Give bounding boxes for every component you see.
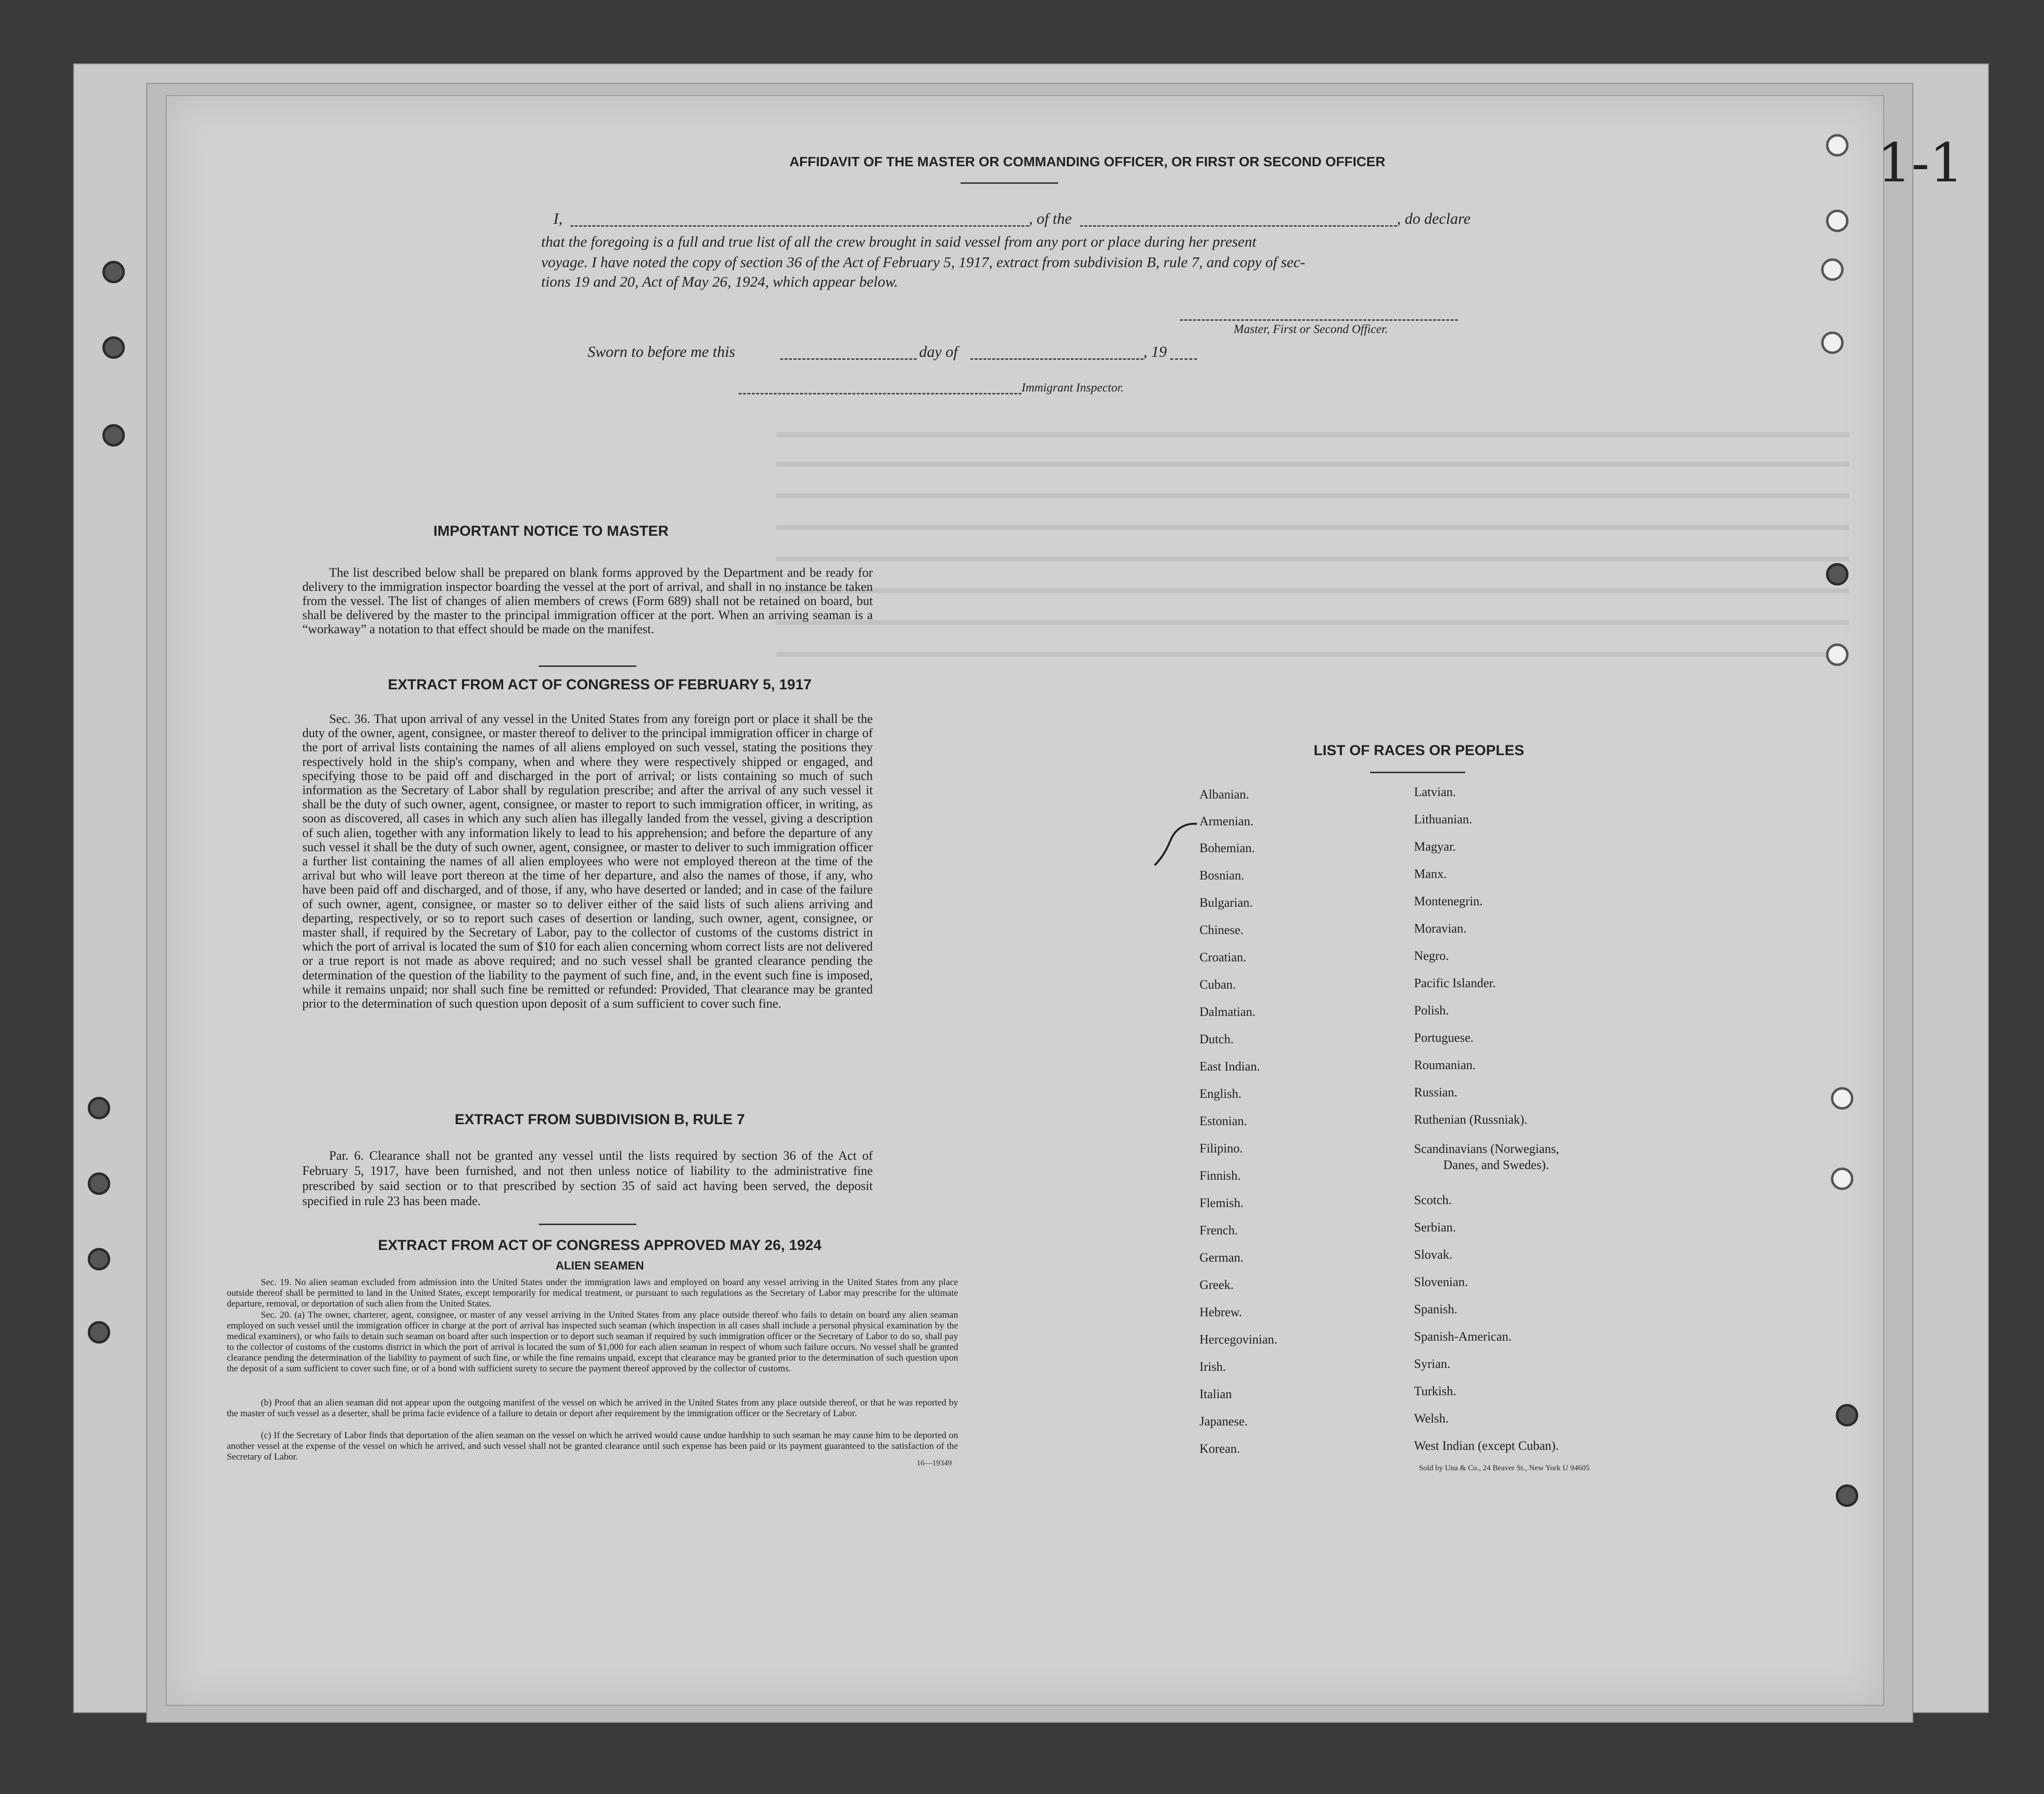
race-item: Scandinavians (Norwegians, — [1414, 1142, 1559, 1156]
inspector-caption: Immigrant Inspector. — [1022, 381, 1124, 394]
race-item: Ruthenian (Russniak). — [1414, 1112, 1528, 1127]
sworn-label: Sworn to before me this — [588, 343, 735, 360]
bleed-through-line — [776, 462, 1849, 467]
race-item: Polish. — [1414, 1003, 1449, 1017]
affidavit-of-the-label: , of the — [1029, 210, 1072, 227]
race-item: Albanian. — [1199, 787, 1249, 801]
race-item: Hercegovinian. — [1199, 1332, 1278, 1346]
race-item: Magyar. — [1414, 839, 1456, 854]
race-item: Manx. — [1414, 867, 1447, 881]
race-item: Bohemian. — [1199, 841, 1255, 855]
race-item: Latvian. — [1414, 785, 1456, 799]
race-item: Montenegrin. — [1414, 894, 1483, 908]
bleed-through-line — [776, 493, 1849, 498]
punch-hole — [1821, 258, 1844, 281]
race-item: Spanish-American. — [1414, 1329, 1512, 1344]
sec-19-text: Sec. 19. No alien seaman excluded from admission into the United States under the immigration laws and employed on board any vessel arriving in the United States from any place outside thereof shall be permitted to land in the United States, except temporarily for medical treatment, or pursuant to such regulations as the Secretary of Labor may prescribe for the ultimate departure, removal, or deportation of such alien from the United States. — [227, 1277, 958, 1309]
punch-hole — [88, 1097, 110, 1119]
bleed-through-line — [776, 588, 1849, 593]
notice-heading: IMPORTANT NOTICE TO MASTER — [433, 523, 669, 539]
races-heading: LIST OF RACES OR PEOPLES — [1314, 742, 1524, 759]
punch-hole — [88, 1321, 110, 1344]
race-item: Chinese. — [1199, 923, 1244, 937]
race-item: Irish. — [1199, 1360, 1226, 1374]
race-item: Slovak. — [1414, 1248, 1453, 1262]
race-item: Japanese. — [1199, 1414, 1248, 1428]
race-item: German. — [1199, 1250, 1244, 1265]
act-1917-heading: EXTRACT FROM ACT OF CONGRESS OF FEBRUARY 5, 1917 — [388, 677, 812, 693]
day-blank — [780, 358, 917, 360]
race-item: Syrian. — [1414, 1357, 1451, 1371]
page-number: 1-1 — [1877, 132, 1964, 194]
punch-hole — [1826, 134, 1848, 156]
affidavit-line-4: tions 19 and 20, Act of May 26, 1924, which appear below. — [541, 273, 898, 290]
race-item: Spanish. — [1414, 1302, 1457, 1316]
race-item: Russian. — [1414, 1085, 1457, 1099]
race-item: Lithuanian. — [1414, 812, 1473, 826]
race-item: Slovenian. — [1414, 1275, 1468, 1289]
act-1924-heading: EXTRACT FROM ACT OF CONGRESS APPROVED MAY 26, 1924 — [378, 1237, 822, 1253]
affidavit-line-2: that the foregoing is a full and true list of all the crew brought in said vessel from any port or place during her present — [541, 233, 1257, 250]
race-item: Welsh. — [1414, 1411, 1449, 1425]
race-item: Korean. — [1199, 1442, 1240, 1456]
punch-hole — [102, 261, 125, 283]
race-item: Greek. — [1199, 1278, 1234, 1292]
vessel-blank — [1080, 225, 1397, 227]
race-item: Bulgarian. — [1199, 896, 1253, 910]
divider — [539, 1224, 636, 1225]
race-item: Roumanian. — [1414, 1058, 1476, 1072]
race-item: Croatian. — [1199, 950, 1247, 964]
race-item: English. — [1199, 1087, 1241, 1101]
race-item: Finnish. — [1199, 1169, 1241, 1183]
race-item: Moravian. — [1414, 921, 1467, 936]
punch-hole — [1836, 1484, 1858, 1507]
divider — [1370, 772, 1465, 773]
punch-hole — [1826, 210, 1848, 232]
affidavit-do-declare-label: , do declare — [1397, 210, 1471, 227]
punch-hole — [1826, 563, 1848, 585]
race-item: Dalmatian. — [1199, 1005, 1256, 1019]
divider — [539, 665, 636, 667]
race-item: French. — [1199, 1223, 1238, 1237]
race-item: Portuguese. — [1414, 1031, 1474, 1045]
race-item: Hebrew. — [1199, 1305, 1242, 1319]
notice-text: The list described below shall be prepared on blank forms approved by the Department and be ready for delivery to the immigration inspector boarding the vessel at the port of arrival, and shall in no instance be taken from the vessel. The list of changes of alien members of crews (Form 689) shall not be retained on board, but shall be delivered by the master to the principal immigration officer at the port. When an arriving seaman is a “workaway” a notation to that effect should be made on the manifest. — [302, 566, 873, 636]
act-1924-subheading: ALIEN SEAMEN — [555, 1259, 644, 1272]
bleed-through-line — [776, 525, 1849, 530]
form-number: 16—19349 — [917, 1459, 952, 1467]
bleed-through-line — [776, 557, 1849, 562]
rule-7-text: Par. 6. Clearance shall not be granted any vessel until the lists required by section 36 of the Act of February 5, 1917, have been furnished, and not then unless notice of liability to the administrative fine prescribed by said section or to that prescribed by section 35 of said act having been served, the deposit specified in rule 23 has been made. — [302, 1149, 873, 1208]
race-item-continuation: Danes, and Swedes). — [1443, 1158, 1549, 1172]
month-blank — [970, 358, 1143, 360]
handwritten-check-mark — [1151, 819, 1204, 873]
inspector-line — [739, 393, 1022, 394]
race-item: Serbian. — [1414, 1220, 1456, 1234]
punch-hole — [102, 424, 125, 447]
race-item: Italian — [1199, 1387, 1232, 1401]
sec-20a-text: Sec. 20. (a) The owner, charterer, agent, consignee, or master of any vessel arriving in the United States from any place outside thereof who fails to detain on board any alien seaman employed on such vessel until the immigration officer in charge at the port of arrival has inspected such seaman (which inspection in all cases shall include a personal physical examination by the medical examiners), or who fails to detain such seaman on board after such inspection or to deport such seaman if required by such immigration officer or the Secretary of Labor to do so, shall pay to the collector of customs of the customs district in which the port of arrival is located the sum of $1,000 for each alien seaman in respect of whom such failure occurs. No vessel shall be granted clearance pending the determination of the liability to payment of such fine, or while the fine remains unpaid, except that clearance may be granted prior to the determination of such question upon the deposit of a sum sufficient to cover such fine, or of a bond with sufficient surety to secure the payment thereof approved by the collector of customs. — [227, 1310, 958, 1374]
race-item: Bosnian. — [1199, 868, 1244, 882]
race-item: Filipino. — [1199, 1141, 1243, 1155]
punch-hole — [1831, 1168, 1853, 1190]
signature-line — [1180, 319, 1458, 321]
name-blank — [570, 225, 1029, 227]
race-item: Flemish. — [1199, 1196, 1244, 1210]
affidavit-line-3: voyage. I have noted the copy of section 36 of the Act of February 5, 1917, extract from subdivision B, rule 7, and copy of sec- — [541, 254, 1305, 271]
signature-caption: Master, First or Second Officer. — [1234, 323, 1388, 336]
affidavit-heading: AFFIDAVIT OF THE MASTER OR COMMANDING OFFICER, OR FIRST OR SECOND OFFICER — [789, 154, 1386, 169]
race-item: Pacific Islander. — [1414, 976, 1496, 990]
race-item: East Indian. — [1199, 1059, 1260, 1073]
punch-hole — [88, 1248, 110, 1270]
bleed-through-line — [776, 620, 1849, 625]
punch-hole — [102, 336, 125, 359]
punch-hole — [1836, 1404, 1858, 1426]
bleed-through-line — [776, 432, 1849, 437]
race-item: Estonian. — [1199, 1114, 1247, 1128]
sec-20b-text: (b) Proof that an alien seaman did not appear upon the outgoing manifest of the vessel on which he arrived in the United States from any place outside thereof, or that he was reported by the master of such vessel as a deserter, shall be prima facie evidence of a failure to detain or deport after requirement by the immigration officer or the Secretary of Labor. — [227, 1398, 958, 1419]
race-item: West Indian (except Cuban). — [1414, 1439, 1559, 1453]
printer-imprint: Sold by Una & Co., 24 Beaver St., New York U 94605 — [1419, 1464, 1590, 1472]
rule-7-heading: EXTRACT FROM SUBDIVISION B, RULE 7 — [454, 1112, 745, 1128]
race-item: Cuban. — [1199, 977, 1236, 992]
act-1917-text: Sec. 36. That upon arrival of any vessel in the United States from any foreign port or place it shall be the duty of the owner, agent, consignee, or master thereof to deliver to the principal immigration officer in charge of the port of arrival lists containing the names of all aliens employed on such vessel, stating the positions they respectively hold in the ship's company, when and where they were respectively shipped or engaged, and specifying those to be paid off and discharged in the port of arrival; or lists containing so much of such information as the Secretary of Labor shall by regulation prescribe; and after the arrival of any such vessel it shall be the duty of such owner, agent, consignee, or master to report to such immigration officer, in writing, as soon as discovered, all cases in which any such alien has illegally landed from the vessel, giving a description of such alien, together with any information likely to lead to his apprehension; and before the departure of any such vessel it shall be the duty of such owner, agent, consignee, or master to deliver to such immigration officer a further list containing the names of all alien employees who were not employed thereon at the time of the arrival but who will leave port thereon at the time of her departure, and also the names of those, if any, who have been paid off and discharged, and of those, if any, who have deserted or landed; and in case of the failure of such owner, agent, consignee, or master so to deliver either of the said lists of such aliens arriving and departing, respectively, or so to report such cases of desertion or landing, such owner, agent, consignee, or master shall, if required by the Secretary of Labor, pay to the collector of customs of the customs district in which the port of arrival is located the sum of $10 for each alien concerning whom correct lists are not delivered or a true report is not made as above required; and no such vessel shall be granted clearance pending the determination of the question of the liability to the payment of such fine, and, in the event such fine is imposed, while it remains unpaid; nor shall such fine be remitted or refunded: Provided, That clearance may be granted prior to the determination of such question upon deposit of a sum sufficient to cover such fine. — [302, 712, 873, 1011]
sec-20c-text: (c) If the Secretary of Labor finds that deportation of the alien seaman on the vessel on which he arrived would cause undue hardship to such seaman he may cause him to be deported on another vessel at the expense of the vessel on which he arrived, and such vessel shall not be granted clearance until such expense has been paid or its payment guaranteed to the satisfaction of the Secretary of Labor. — [227, 1430, 958, 1462]
race-item: Armenian. — [1199, 814, 1254, 828]
year-blank — [1170, 358, 1197, 360]
race-item: Negro. — [1414, 949, 1449, 963]
punch-hole — [88, 1172, 110, 1195]
race-item: Dutch. — [1199, 1032, 1234, 1046]
divider — [961, 182, 1058, 184]
year-label: , 19 — [1143, 343, 1167, 360]
race-item: Scotch. — [1414, 1193, 1452, 1207]
affidavit-i-label: I, — [553, 210, 563, 227]
bleed-through-line — [776, 652, 1849, 657]
punch-hole — [1821, 332, 1844, 354]
race-item: Turkish. — [1414, 1384, 1456, 1398]
punch-hole — [1826, 644, 1848, 666]
day-of-label: day of — [919, 343, 958, 360]
punch-hole — [1831, 1087, 1853, 1110]
